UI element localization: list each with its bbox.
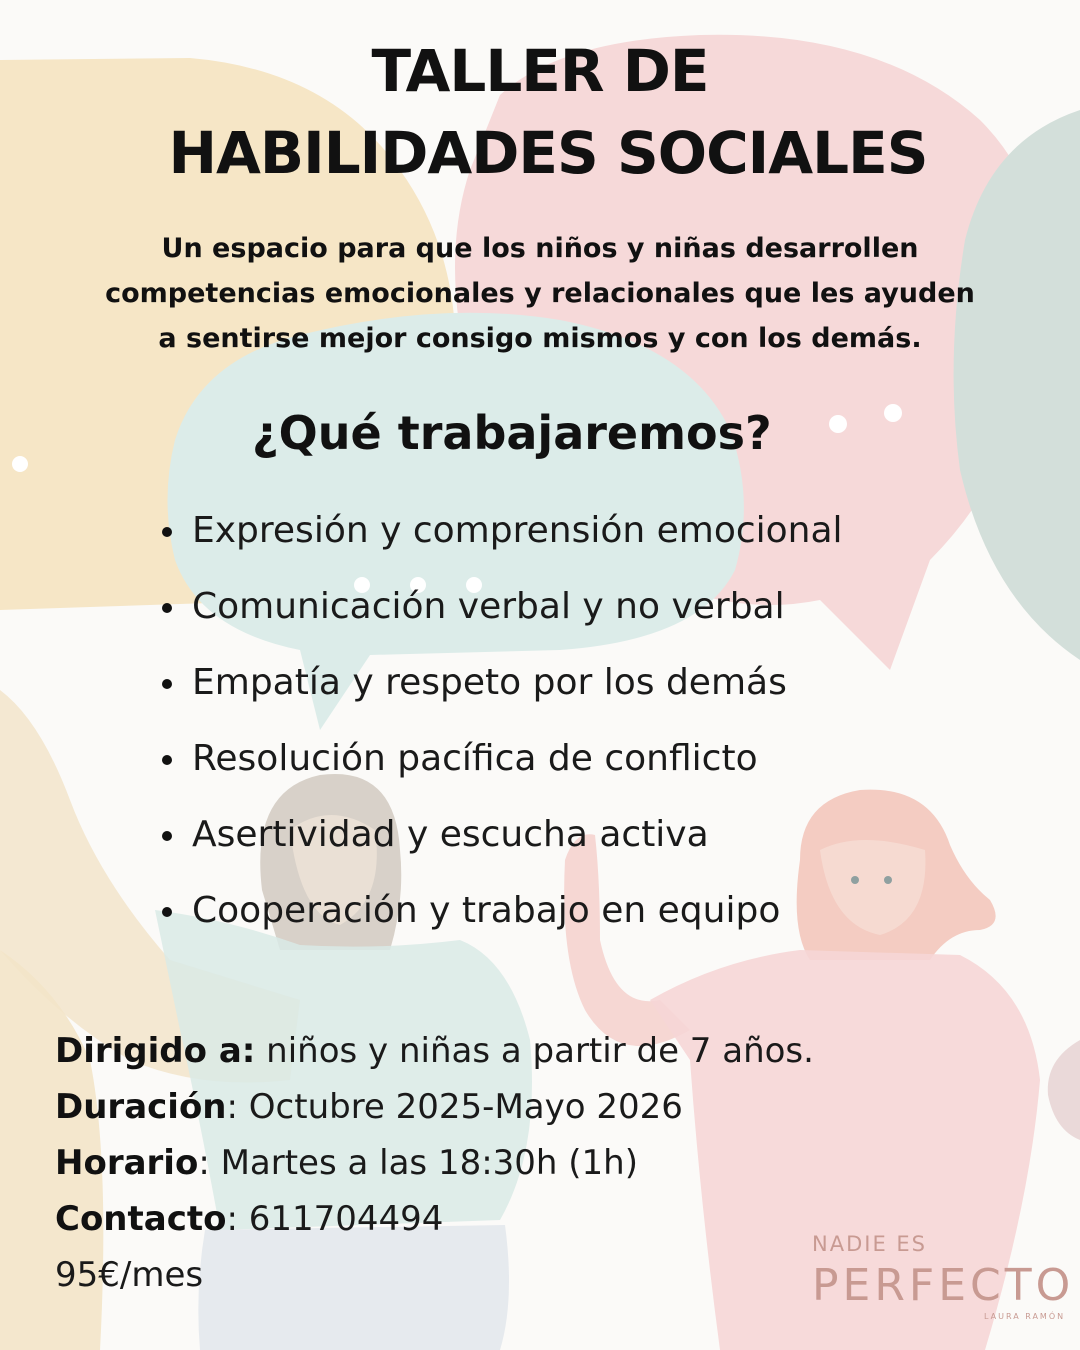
contact-value: : 611704494 xyxy=(226,1199,444,1239)
list-item xyxy=(160,505,843,581)
subtitle-line: competencias emocionales y relacionales que les ayuden xyxy=(105,278,975,309)
details-block xyxy=(55,1025,814,1305)
list-item xyxy=(160,581,843,657)
bullet-icon xyxy=(162,603,172,613)
price-row xyxy=(55,1249,814,1305)
logo-line-1: NADIE ES xyxy=(812,1232,927,1256)
list-item xyxy=(160,733,843,809)
topic-text: Resolución pacífica de conflicto xyxy=(192,738,758,779)
bullet-icon xyxy=(162,679,172,689)
section-heading: ¿Qué trabajaremos? xyxy=(252,406,772,460)
bullet-icon xyxy=(162,755,172,765)
bullet-icon xyxy=(162,831,172,841)
topics-list xyxy=(160,505,843,961)
schedule-label: Horario xyxy=(55,1143,199,1183)
bullet-icon xyxy=(162,907,172,917)
audience-row xyxy=(55,1025,814,1081)
logo-line-2: PERFECTO xyxy=(812,1260,1075,1311)
topic-text: Comunicación verbal y no verbal xyxy=(192,586,785,627)
topic-text: Empatía y respeto por los demás xyxy=(192,662,787,703)
subtitle xyxy=(40,226,1040,361)
contact-row xyxy=(55,1193,814,1249)
bullet-icon xyxy=(162,527,172,537)
duration-value: : Octubre 2025-Mayo 2026 xyxy=(226,1087,683,1127)
title-line-1: TALLER DE xyxy=(371,37,709,105)
title-line-2: HABILIDADES SOCIALES xyxy=(168,119,928,187)
topic-text: Cooperación y trabajo en equipo xyxy=(192,890,781,931)
duration-label: Duración xyxy=(55,1087,227,1127)
list-item xyxy=(160,657,843,733)
audience-value: niños y niñas a partir de 7 años. xyxy=(255,1031,814,1071)
topic-text: Asertividad y escucha activa xyxy=(192,814,709,855)
logo-line-3: LAURA RAMÓN xyxy=(984,1312,1066,1321)
topic-text: Expresión y comprensión emocional xyxy=(192,510,843,551)
price-value: 95€/mes xyxy=(55,1255,204,1295)
schedule-value: : Martes a las 18:30h (1h) xyxy=(198,1143,638,1183)
contact-label: Contacto xyxy=(55,1199,227,1239)
brand-logo xyxy=(812,1232,1074,1332)
audience-label: Dirigido a: xyxy=(55,1031,256,1071)
list-item xyxy=(160,885,843,961)
subtitle-line: Un espacio para que los niños y niñas desarrollen xyxy=(161,233,919,264)
schedule-row xyxy=(55,1137,814,1193)
subtitle-line: a sentirse mejor consigo mismos y con los demás. xyxy=(158,323,922,354)
list-item xyxy=(160,809,843,885)
duration-row xyxy=(55,1081,814,1137)
